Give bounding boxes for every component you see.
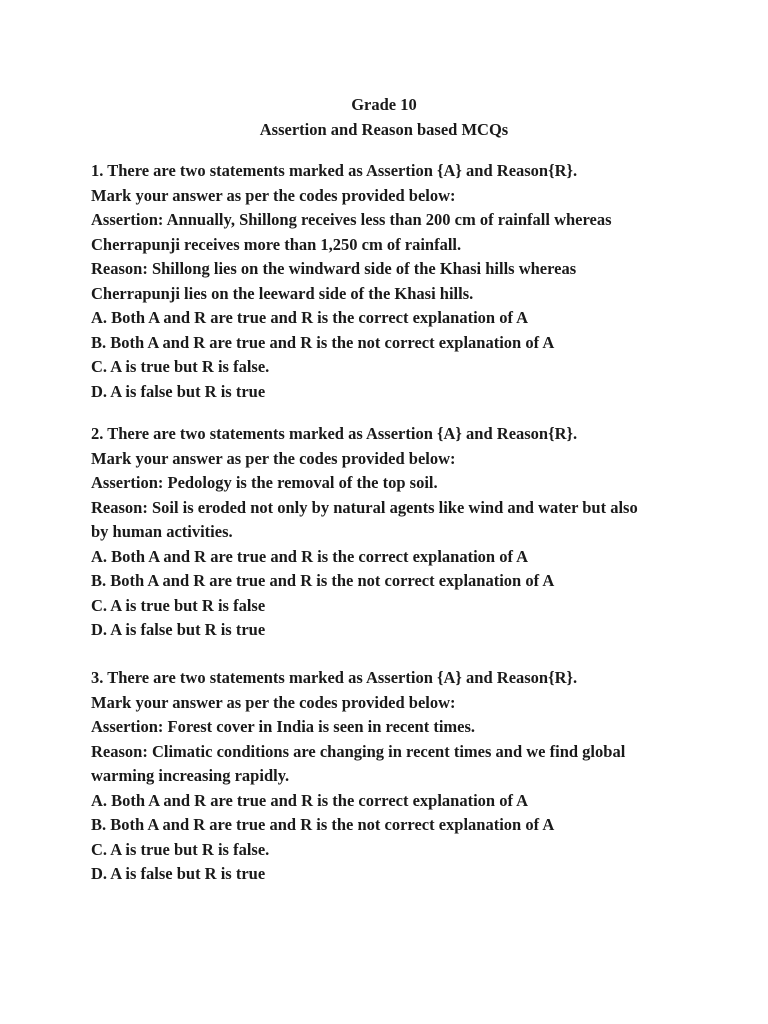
- document-header: [0, 93, 768, 142]
- question-3-line-2: Mark your answer as per the codes provided below:: [91, 692, 456, 712]
- grade-title: Grade 10: [351, 95, 417, 114]
- question-2-reason-cont: by human activities.: [91, 522, 233, 541]
- question-3-assertion: Assertion: Forest cover in India is seen in recent times.: [91, 717, 476, 736]
- question-1-line-2: Mark your answer as per the codes provided below:: [91, 185, 456, 205]
- question-3-reason: Reason: Climatic conditions are changing in recent times and we find global: [91, 741, 626, 761]
- question-1-option-b: B. Both A and R are true and R is the not correct explanation of A: [91, 332, 555, 352]
- question-2-option-a: A. Both A and R are true and R is the correct explanation of A: [91, 546, 529, 566]
- question-1-assertion-cont: Cherrapunji receives more than 1,250 cm of rainfall.: [91, 234, 462, 254]
- question-2-option-b: B. Both A and R are true and R is the not correct explanation of A: [91, 571, 555, 590]
- question-2-option-d: D. A is false but R is true: [91, 620, 266, 639]
- question-3-option-c: C. A is true but R is false.: [91, 839, 270, 859]
- question-1-reason: Reason: Shillong lies on the windward side of the Khasi hills whereas: [91, 259, 577, 278]
- question-2-line-2: Mark your answer as per the codes provided below:: [91, 448, 456, 468]
- question-2-reason: Reason: Soil is eroded not only by natural agents like wind and water but also: [91, 497, 638, 517]
- question-2-option-c: C. A is true but R is false: [91, 595, 266, 615]
- question-3: [91, 666, 691, 887]
- question-3-reason-cont: warming increasing rapidly.: [91, 766, 290, 785]
- question-3-option-b: B. Both A and R are true and R is the not correct explanation of A: [91, 815, 555, 834]
- question-1-reason-cont: Cherrapunji lies on the leeward side of the Khasi hills.: [91, 283, 474, 303]
- question-2-line-1: 2. There are two statements marked as Assertion {A} and Reason{R}.: [91, 424, 578, 443]
- question-1-assertion: Assertion: Annually, Shillong receives less than 200 cm of rainfall whereas: [91, 210, 612, 229]
- document-subtitle: Assertion and Reason based MCQs: [259, 119, 509, 139]
- question-1-line-1: 1. There are two statements marked as Assertion {A} and Reason{R}.: [91, 161, 578, 180]
- question-3-option-a: A. Both A and R are true and R is the correct explanation of A: [91, 790, 529, 810]
- question-2: [91, 422, 691, 643]
- question-1-option-a: A. Both A and R are true and R is the correct explanation of A: [91, 308, 529, 327]
- question-1-option-d: D. A is false but R is true: [91, 381, 266, 401]
- question-1-option-c: C. A is true but R is false.: [91, 357, 270, 376]
- question-3-option-d: D. A is false but R is true: [91, 864, 266, 883]
- question-2-assertion: Assertion: Pedology is the removal of the top soil.: [91, 473, 438, 492]
- question-1: [91, 159, 691, 404]
- question-3-line-1: 3. There are two statements marked as Assertion {A} and Reason{R}.: [91, 668, 578, 687]
